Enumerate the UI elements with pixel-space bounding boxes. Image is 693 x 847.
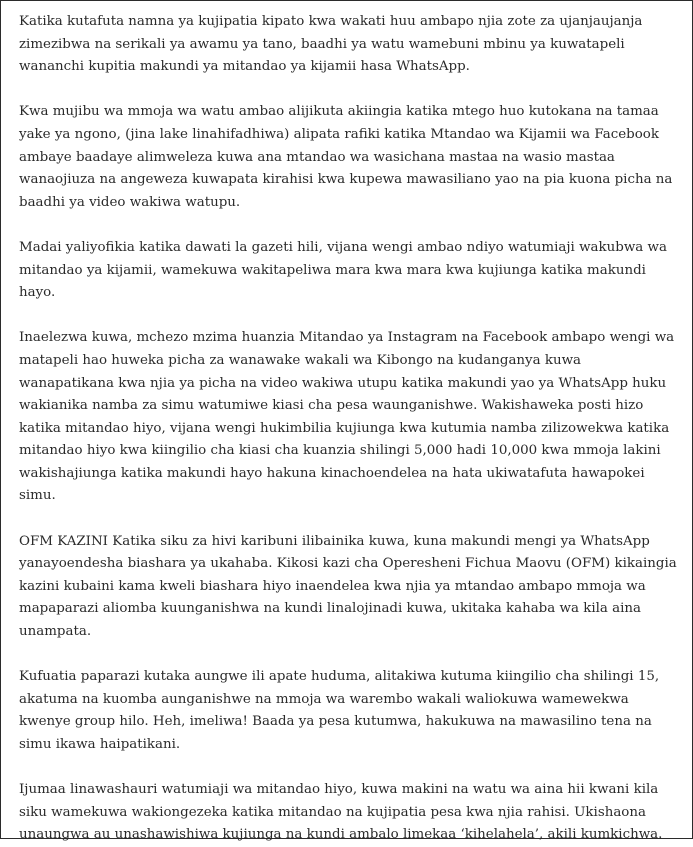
article-body (19, 11, 679, 847)
paragraph-1: Katika kutafuta namna ya kujipatia kipato kwa wakati huu ambapo njia zote za ujanjaujanja zimezibwa na serikali ya awamu ya tano, baadhi ya watu wamebuni mbinu ya kuwatapeli wananchi kupitia makundi ya mitandao ya kijamii hasa WhatsApp. (19, 14, 643, 75)
paragraph-3: Madai yaliyofikia katika dawati la gazeti hili, vijana wengi ambao ndiyo watumiaji wakubwa wa mitandao ya kijamii, wamekuwa wakitapeliwa mara kwa mara kwa kujiunga katika makundi hayo. (19, 239, 667, 301)
paragraph-4: Inaelezwa kuwa, mchezo mzima huanzia Mitandao ya Instagram na Facebook ambapo wengi wa matapeli hao huweka picha za wanawake wakali wa Kibongo na kudanganya kuwa wanapatikana kwa njia ya picha na video wakiwa utupu katika makundi yao ya WhatsApp huku wakianika namba za simu watumiwe kiasi cha pesa waunganishwe. Wakishaweka posti hizo katika mitandao hiyo, vijana wengi hukimbilia kujiunga kwa kutumia namba zilizowekwa katika mitandao hiyo kwa kiingilio cha kiasi cha kuanzia shilingi 5,000 hadi 10,000 kwa mmoja lakini wakishajiunga katika makundi hayo hakuna kinachoendelea na hata ukiwatafuta hawapokei simu. (19, 330, 675, 504)
paragraph-2: Kwa mujibu wa mmoja wa watu ambao alijikuta akiingia katika mtego huo kutokana na tamaa yake ya ngono, (jina lake linahifadhiwa) alipata rafiki katika Mtandao wa Kijamii wa Facebook ambaye baadaye alimweleza kuwa ana mtandao wa wasichana mastaa na wasio mastaa wanaojiuza na angeweza kuwapata kirahisi kwa kupewa mawasiliano yao na pia kuona picha na baadhi ya video wakiwa watupu. (19, 104, 673, 210)
paragraph-5: OFM KAZINI Katika siku za hivi karibuni ilibainika kuwa, kuna makundi mengi ya WhatsApp yanayoendesha biashara ya ukahaba. Kikosi kazi cha Operesheni Fichua Maovu (OFM) kikaingia kazini kubaini kama kweli biashara hiyo inaendelea kwa njia ya mtandao ambapo mmoja wa mapaparazi aliomba kuunganishwa na kundi linalojinadi kuwa, ukitaka kahaba wa kila aina unampata. (19, 533, 677, 640)
paragraph-6: Kufuatia paparazi kutaka aungwe ili apate huduma, alitakiwa kutuma kiingilio cha shilingi 15, akatuma na kuomba aunganishwe na mmoja wa warembo wakali waliokuwa wamewekwa kwenye group hilo. Heh, imeliwa! Baada ya pesa kutumwa, hakukuwa na mawasilino tena na simu ikawa haipatikani. (19, 669, 660, 752)
paragraph-7: Ijumaa linawashauri watumiaji wa mitandao hiyo, kuwa makini na watu wa aina hii kwani kila siku wamekuwa wakiongezeka katika mitandao na kujipatia pesa kwa njia rahisi. Ukishaona unaungwa au unashawishiwa kujiunga na kundi ambalo limekaa ‘kihelahela’, akili kumkichwa. (19, 782, 663, 843)
